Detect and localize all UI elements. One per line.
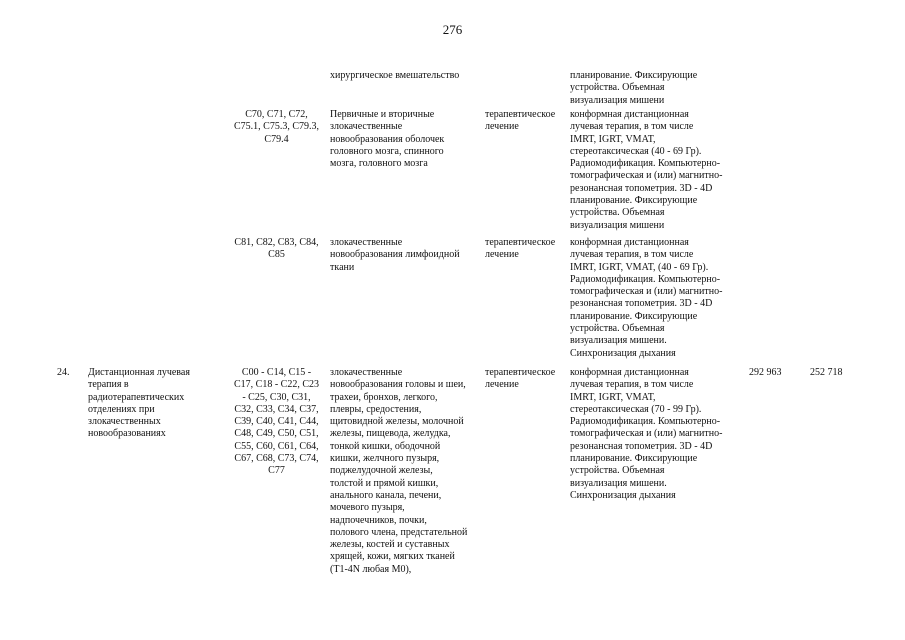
icd-codes-cell: C00 - C14, C15 - C17, C18 - C22, C23 - C25, C30, C31, C32, C33, C34, C37, C39, C40, C41, C44, C48, C49, C50, C51, C55, C60, C61, C64, C67, C68, C73, C74, C77 — [233, 367, 319, 477]
method-cell: конформная дистанционная лучевая терапия, в том числе IMRT, IGRT, VMAT, стереотаксическая (40 - 69 Гр). Радиомодификация. Компьютерно- томографическая и (или) магнитно- резонансная топометрия. 3D - 4D планирование. Фиксирующие устройства. Объемная визуализация мишени — [570, 109, 723, 231]
diagnosis-cell: злокачественные новообразования головы и шеи, трахеи, бронхов, легкого, плевры, средостения, щитовидной железы, молочной железы, пищевода, желудка, тонкой кишки, ободочной кишки, желчного пузыря, поджелудочной железы, толстой и прямой кишки, анального канала, печени, мочевого пузыря, надпочечников, почки, полового члена, предстательной железы, костей и суставных хрящей, кожи, мягких тканей (T1-4N любая M0), — [330, 367, 468, 575]
diagnosis-cell: злокачественные новообразования лимфоидной ткани — [330, 237, 460, 273]
continuation-diagnosis: хирургическое вмешательство — [330, 70, 460, 81]
treatment-type-cell: терапевтическое лечение — [485, 237, 556, 261]
treatment-type-cell: терапевтическое лечение — [485, 109, 556, 133]
method-cell: конформная дистанционная лучевая терапия, в том числе IMRT, IGRT, VMAT, стереотаксическая (70 - 99 Гр). Радиомодификация. Компьютерно- томографическая и (или) магнитно- резонансная топометрия. 3D - 4D планирование. Фиксирующие устройства. Объемная визуализация мишени. Синхронизация дыхания — [570, 367, 723, 501]
row-number-cell: 24. — [57, 367, 70, 378]
icd-codes-cell: C70, C71, C72, C75.1, C75.3, C79.3, C79.4 — [233, 109, 319, 145]
icd-codes-cell: C81, C82, C83, C84, C85 — [234, 237, 319, 261]
page-number: 276 — [442, 22, 463, 37]
diagnosis-cell: Первичные и вторичные злокачественные новообразования оболочек головного мозга, спинного мозга, головного мозга — [330, 109, 445, 170]
continuation-method: планирование. Фиксирующие устройства. Объемная визуализация мишени — [570, 70, 698, 106]
norm-value-1-cell: 292 963 — [749, 367, 782, 378]
method-cell: конформная дистанционная лучевая терапия, в том числе IMRT, IGRT, VMAT, (40 - 69 Гр). Радиомодификация. Компьютерно- томографическая и (или) магнитно- резонансная топометрия. 3D - 4D планирование. Фиксирующие устройства. Объемная визуализация мишени. Синхронизация дыхания — [570, 237, 723, 359]
norm-value-2-cell: 252 718 — [810, 367, 843, 378]
care-type-name-cell: Дистанционная лучевая терапия в радиотерапевтических отделениях при злокачественных новообразованиях — [88, 367, 190, 440]
treatment-type-cell: терапевтическое лечение — [485, 367, 556, 391]
